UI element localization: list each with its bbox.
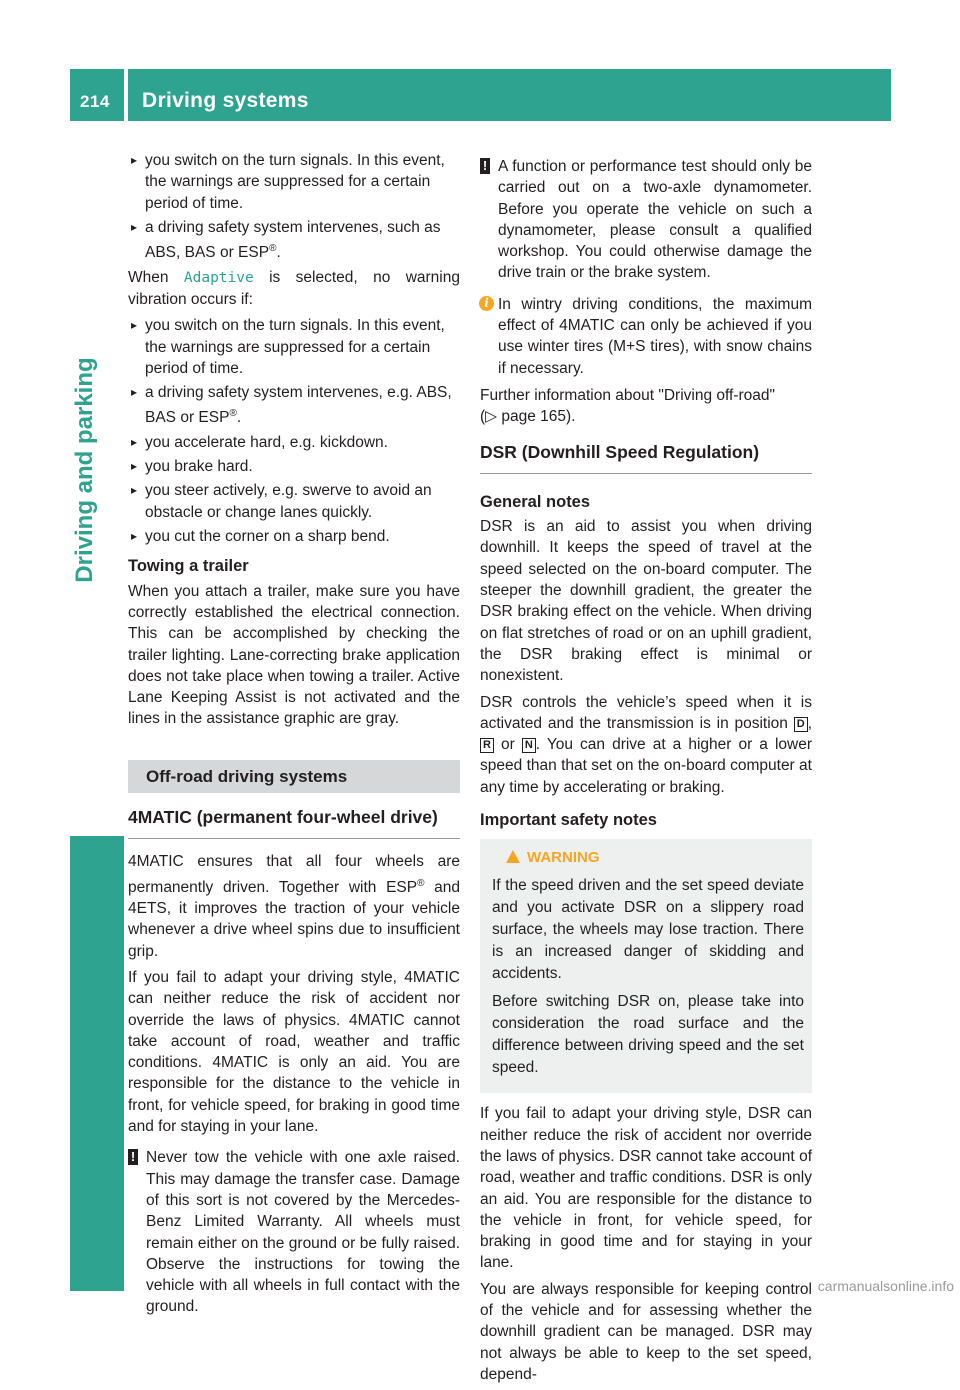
4matic-heading: 4MATIC (permanent four-wheel drive) — [128, 807, 460, 839]
right-column — [480, 150, 812, 1390]
bullet-item: ▸ you switch on the turn signals. In this event, the warnings are suppressed for a certain period of time. — [128, 315, 460, 379]
general-paragraph: DSR is an aid to assist you when driving downhill. It keeps the speed of travel at the speed selected on the on-board computer. The steeper the downhill gradient, the greater the DSR braking effect on the vehicle. When driving on flat stretches of road or on an uphill gradient, the DSR braking effect is minimal or nonexistent. — [480, 518, 812, 685]
adaptive-paragraph: When Adaptive is selected, no warning vibration occurs if: — [128, 268, 460, 308]
bullet-item: ▸ you switch on the turn signals. In this event, the warnings are suppressed for a certain period of time. — [128, 150, 460, 214]
header-separator — [124, 69, 128, 121]
exclamation-icon: ! — [128, 1149, 138, 1165]
side-tab-label: Driving and parking — [71, 357, 98, 583]
side-tab-block — [70, 836, 124, 1291]
gear-n-icon: N — [522, 738, 536, 753]
responsibility-paragraph: You are always responsible for keeping control of the vehicle and for assessing whether the downhill gradient can be managed. DSR may not always be able to keep to the set speed, depend- — [480, 1280, 812, 1383]
bullet-item: ▸ a driving safety system intervenes, e.g. ABS, BAS or ESP®. — [128, 382, 460, 429]
fail-paragraph: If you fail to adapt your driving style, DSR can neither reduce the risk of accident nor override the laws of physics. DSR cannot take account of road, weather and traffic conditions. DSR is only an aid. You are responsible for the distance to the vehicle in front, for vehicle speed, for braking in good time and for staying in your lane. — [480, 1105, 812, 1272]
towing-heading: Towing a trailer — [128, 557, 249, 576]
exclamation-icon: ! — [480, 158, 490, 174]
watermark: carmanualsonline.info — [817, 1278, 954, 1294]
dyno-note: ! A function or performance test should only be carried out on a two-axle dynamometer. Before you operate the vehicle on such a dynamometer, please consult a qualified workshop. You could otherwise damage the drive train or the brake system. — [480, 156, 812, 284]
winter-info: i In wintry driving conditions, the maximum effect of 4MATIC can only be achieved if you use winter tires (M+S tires), with snow chains if necessary. — [480, 294, 812, 379]
general-paragraph-2: DSR controls the vehicle’s speed when it is activated and the transmission is in position D , R or N . You can drive at a higher or a lower speed than that set on the on-board computer at any time by accelerating or braking. — [480, 693, 812, 796]
info-icon: i — [479, 296, 494, 311]
adaptive-setting: Adaptive — [183, 269, 254, 286]
offroad-heading: Off-road driving systems — [128, 760, 460, 793]
warning-text-2: Before switching DSR on, please take into consideration the road surface and the difference between driving speed and the set speed. — [492, 993, 804, 1077]
warning-box — [480, 839, 812, 1093]
towing-text: When you attach a trailer, make sure you have correctly established the electrical connection. This can be accomplished by checking the trailer lighting. Lane-correcting brake application does not take place when towing a trailer. Active Lane Keeping Assist is not activated and the lines in the assistance graphic are gray. — [128, 582, 460, 728]
warning-text: If the speed driven and the set speed deviate and you activate DSR on a slippery road surface, the wheels may lose traction. There is an increased danger of skidding and accidents. — [492, 877, 804, 983]
bullet-item: ▸ you steer actively, e.g. swerve to avoid an obstacle or change lanes quickly. — [128, 480, 460, 523]
dsr-heading: DSR (Downhill Speed Regulation) — [480, 442, 812, 474]
bullet-item: ▸ you cut the corner on a sharp bend. — [128, 526, 460, 547]
warning-triangle-icon — [506, 850, 520, 863]
page-title: Driving systems — [142, 89, 309, 112]
page-number: 214 — [80, 92, 110, 111]
gear-r-icon: R — [480, 738, 494, 753]
bullet-item: ▸ you brake hard. — [128, 456, 460, 477]
gear-d-icon: D — [794, 717, 808, 732]
4matic-paragraph-2: If you fail to adapt your driving style, 4MATIC can neither reduce the risk of accident nor override the laws of physics. 4MATIC cannot take account of road, weather and traffic conditions. 4MATIC is only an aid. You are responsible for the distance to the vehicle in front, for vehicle speed, for braking in good time and for staying in your lane. — [128, 968, 460, 1136]
warning-title: WARNING — [506, 847, 804, 869]
left-column — [128, 150, 460, 1324]
tow-note: ! Never tow the vehicle with one axle raised. This may damage the transfer case. Damage of this sort is not covered by the Mercedes-Benz Limited Warranty. All wheels must remain either on the ground or be fully raised. Observe the instructions for towing the vehicle with all wheels in full contact with the ground. — [128, 1147, 460, 1317]
bullet-item: ▸ you accelerate hard, e.g. kickdown. — [128, 432, 460, 453]
safety-heading: Important safety notes — [480, 811, 657, 830]
bullet-item: ▸ a driving safety system intervenes, such as ABS, BAS or ESP®. — [128, 217, 460, 264]
page-reference[interactable]: (▷ page 165). — [480, 408, 576, 426]
4matic-paragraph: 4MATIC ensures that all four wheels are permanently driven. Together with ESP® and 4ETS, it improves the traction of your vehicle whenever a drive wheel spins due to insufficient grip. — [128, 853, 460, 960]
general-notes-heading: General notes — [480, 492, 591, 511]
further-info: Further information about "Driving off-road" — [480, 386, 776, 404]
